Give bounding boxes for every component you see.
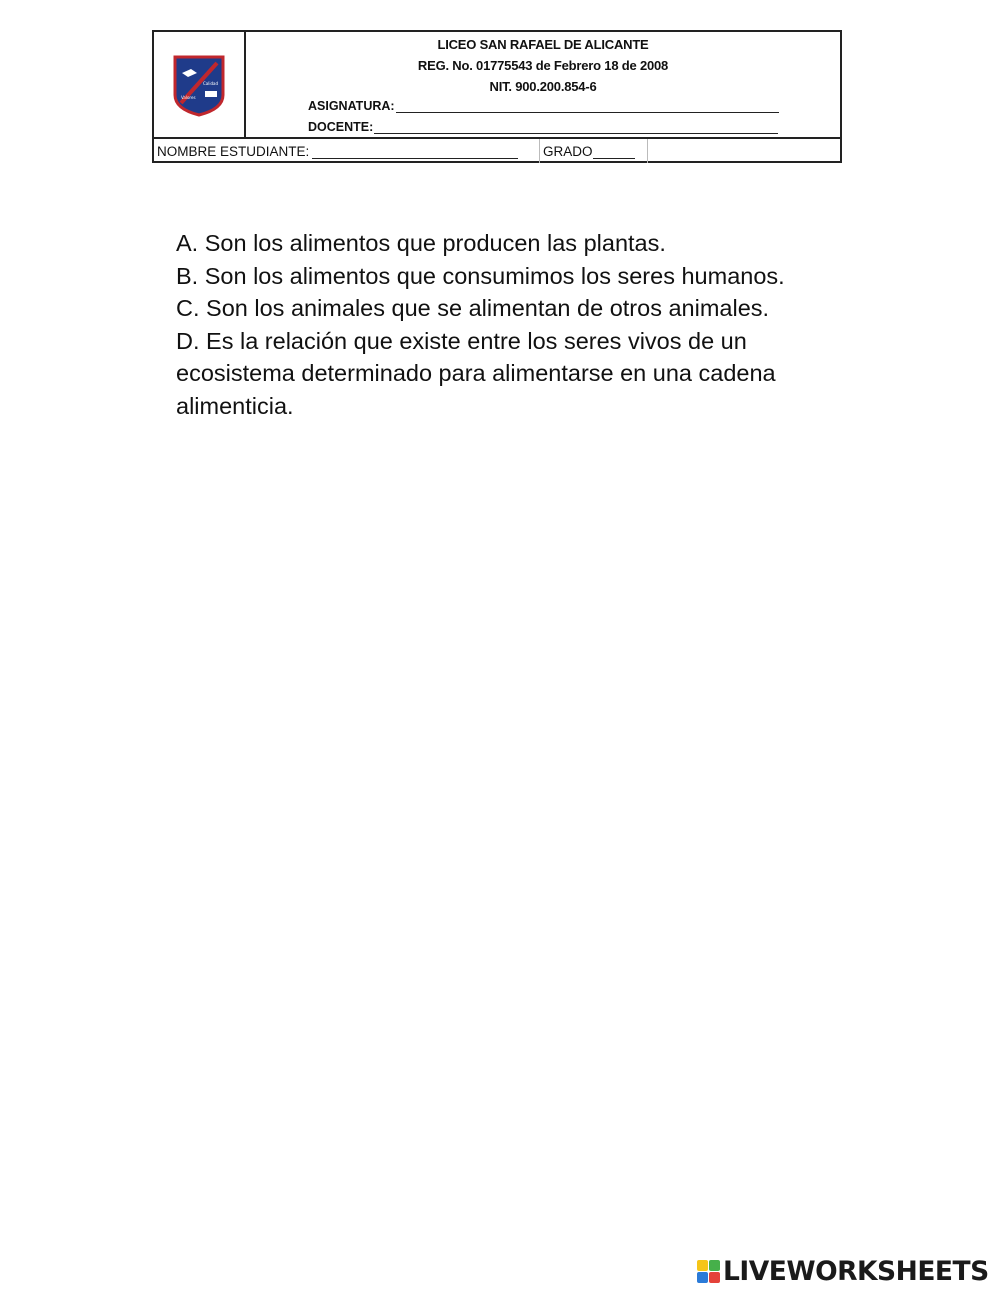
teacher-field[interactable] — [308, 120, 778, 134]
svg-text:Calidad: Calidad — [203, 80, 218, 86]
column-divider — [539, 139, 540, 163]
column-divider — [647, 139, 648, 163]
student-name-line[interactable] — [312, 145, 518, 159]
grade-label: GRADO — [543, 144, 593, 159]
teacher-line[interactable] — [374, 121, 778, 134]
liveworksheets-icon — [697, 1260, 720, 1283]
brand-name: LIVEWORKSHEETS — [723, 1255, 989, 1287]
student-name-label: NOMBRE ESTUDIANTE: — [157, 144, 310, 159]
student-row — [154, 139, 840, 163]
school-header — [152, 30, 842, 163]
grade-field[interactable] — [543, 144, 635, 159]
svg-text:Valores: Valores — [181, 94, 196, 100]
registration-number: REG. No. 01775543 de Febrero 18 de 2008 — [417, 58, 669, 73]
option-d[interactable]: D. Es la relación que existe entre los seres vivos de un ecosistema determinado para alimentarse en una cadena alimenticia. — [176, 327, 776, 419]
liveworksheets-logo — [697, 1254, 989, 1288]
answer-options — [176, 227, 866, 422]
student-name-field[interactable] — [157, 144, 518, 159]
teacher-label: DOCENTE: — [308, 120, 374, 134]
grade-line[interactable] — [593, 145, 635, 159]
subject-label: ASIGNATURA: — [308, 99, 395, 113]
school-crest-icon — [171, 53, 227, 117]
nit-number: NIT. 900.200.854-6 — [489, 79, 597, 94]
option-c[interactable]: C. Son los animales que se alimentan de otros animales. — [176, 295, 770, 321]
option-b[interactable]: B. Son los alimentos que consumimos los seres humanos. — [176, 262, 785, 289]
subject-field[interactable] — [308, 99, 779, 113]
school-name: LICEO SAN RAFAEL DE ALICANTE — [437, 37, 649, 52]
subject-line[interactable] — [396, 100, 779, 113]
logo-cell — [154, 32, 246, 137]
school-info — [246, 32, 840, 137]
option-a[interactable]: A. Son los alimentos que producen las plantas. — [176, 230, 666, 256]
